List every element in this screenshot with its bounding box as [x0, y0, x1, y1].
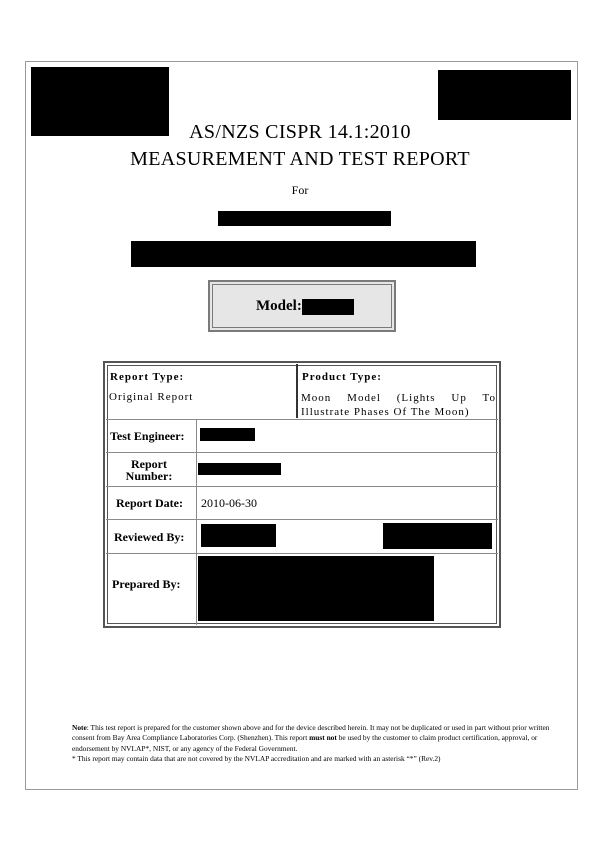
note-prefix: Note — [72, 723, 87, 732]
redacted-logo-right — [438, 70, 571, 120]
redacted-reviewer-signature — [383, 523, 492, 549]
redacted-model-number — [302, 299, 354, 315]
footer-note: Note: This test report is prepared for the customer shown above and for the device described herein. It may not be duplicated or used in part without prior written consent from Bay Area Compliance Laboratories Corp. (Shenzhen). This report must not be used by the customer to claim product certification, approval, or endorsement by NVLAP*, NIST, or any agency of the Federal Government. * This report may contain data that are not covered by the NVLAP accreditation and are marked with an asterisk “*” (Rev.2) — [72, 723, 550, 763]
redacted-report-number — [198, 463, 281, 475]
report-main-title: MEASUREMENT AND TEST REPORT — [130, 148, 470, 170]
redacted-test-engineer — [200, 428, 255, 441]
redacted-preparer — [198, 556, 434, 621]
header-divider — [296, 364, 298, 418]
note-asterisk-line: * This report may contain data that are not covered by the NVLAP accreditation and are marked with an asterisk “*” (Rev.2) — [72, 753, 441, 763]
for-label: For — [291, 183, 309, 197]
report-type-value: Original Report — [109, 391, 194, 403]
redacted-reviewer-name — [201, 524, 276, 547]
report-date-label: Report Date: — [116, 496, 183, 510]
reviewed-by-label: Reviewed By: — [114, 530, 185, 544]
test-engineer-label: Test Engineer: — [110, 429, 185, 443]
model-box — [208, 280, 396, 332]
product-type-value: Moon Model (Lights Up To Illustrate Phases Of The Moon) — [301, 392, 496, 418]
report-date-value: 2010-06-30 — [201, 496, 257, 510]
report-number-label: Report Number: — [125, 457, 173, 483]
report-type-header: Report Type: — [110, 371, 185, 383]
model-label: Model: — [256, 298, 302, 314]
label-column-divider — [196, 419, 197, 625]
prepared-by-label: Prepared By: — [112, 577, 181, 591]
product-type-header: Product Type: — [302, 371, 382, 383]
redacted-client-address — [131, 241, 476, 267]
report-standard-title: AS/NZS CISPR 14.1:2010 — [189, 121, 411, 143]
redacted-client-name — [218, 211, 391, 226]
